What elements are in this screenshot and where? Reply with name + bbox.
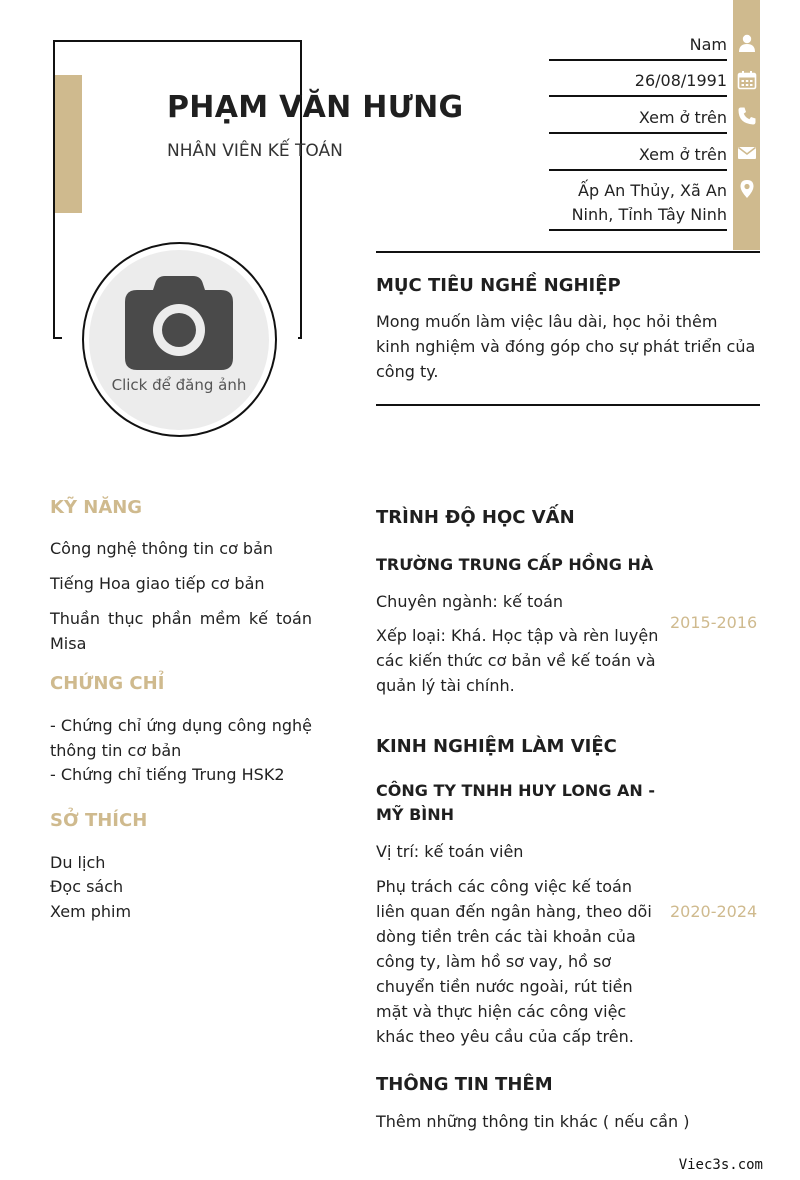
mail-icon [737,143,757,163]
email-field[interactable] [549,143,727,171]
job-title[interactable]: NHÂN VIÊN KẾ TOÁN [167,141,343,161]
hobby-item[interactable]: Đọc sách [50,877,124,896]
birthday-field[interactable] [549,69,727,97]
certificate-item[interactable]: - Chứng chỉ ứng dụng công nghệ thông tin cơ bản [50,716,312,760]
experience-years[interactable]: 2020-2024 [670,902,758,921]
birthday-value: 26/08/1991 [634,71,727,90]
location-pin-icon [737,179,757,199]
certificates-heading[interactable]: CHỨNG CHỈ [50,673,165,694]
hobby-item[interactable]: Du lịch [50,853,106,872]
skills-heading[interactable]: KỸ NĂNG [50,497,143,518]
camera-icon[interactable] [125,276,233,370]
objective-heading[interactable]: MỤC TIÊU NGHỀ NGHIỆP [376,275,621,296]
divider [376,251,760,253]
job-position[interactable]: Vị trí: kế toán viên [376,842,524,861]
objective-text[interactable]: Mong muốn làm việc lâu dài, học hỏi thêm kinh nghiệm và đóng góp cho sự phát triển của công ty. [376,312,756,381]
email-value: Xem ở trên [638,145,727,164]
phone-value: Xem ở trên [638,108,727,127]
education-heading[interactable]: TRÌNH ĐỘ HỌC VẤN [376,507,575,528]
certificate-item[interactable]: - Chứng chỉ tiếng Trung HSK2 [50,765,285,784]
photo-caption[interactable]: Click để đăng ảnh [111,376,247,394]
skill-item[interactable]: Công nghệ thông tin cơ bản [50,539,274,558]
experience-heading[interactable]: KINH NGHIỆM LÀM VIỆC [376,736,617,757]
phone-icon [737,106,757,126]
skill-item[interactable]: Tiếng Hoa giao tiếp cơ bản [50,574,265,593]
education-details[interactable]: Xếp loại: Khá. Học tập và rèn luyện các kiến thức cơ bản về kế toán và quản lý tài chính. [376,626,659,695]
watermark: Viec3s.com [678,1157,763,1173]
accent-bar [55,75,82,213]
education-major[interactable]: Chuyên ngành: kế toán [376,592,564,611]
phone-field[interactable] [549,106,727,134]
hobby-item[interactable]: Xem phim [50,902,132,921]
additional-text[interactable]: Thêm những thông tin khác ( nếu cần ) [376,1112,690,1131]
school-name[interactable]: TRƯỜNG TRUNG CẤP HỒNG HÀ [376,555,654,574]
additional-heading[interactable]: THÔNG TIN THÊM [376,1074,553,1095]
person-icon [737,33,757,53]
address-line-2: Ninh, Tỉnh Tây Ninh [571,205,727,224]
hobbies-heading[interactable]: SỞ THÍCH [50,810,148,831]
skill-item[interactable]: Thuần thục phần mềm kế toán Misa [50,609,312,653]
address-field[interactable] [549,179,727,231]
divider [376,404,760,406]
experience-details[interactable]: Phụ trách các công việc kế toán liên quan đến ngân hàng, theo dõi dòng tiền trên các tài khoản của công ty, làm hồ sơ vay, hồ sơ chuyển tiền nước ngoài, rút tiền mặt và thực hiện các công việc khác theo yêu cầu của cấp trên. [376,877,652,1046]
company-name[interactable]: CÔNG TY TNHH HUY LONG AN - MỸ BÌNH [376,781,656,824]
gender-value: Nam [689,35,727,54]
gender-field[interactable] [549,33,727,61]
candidate-name[interactable]: PHẠM VĂN HƯNG [167,90,464,125]
calendar-icon [737,70,757,90]
address-line-1: Ấp An Thủy, Xã An [578,181,727,200]
education-years[interactable]: 2015-2016 [670,613,758,632]
